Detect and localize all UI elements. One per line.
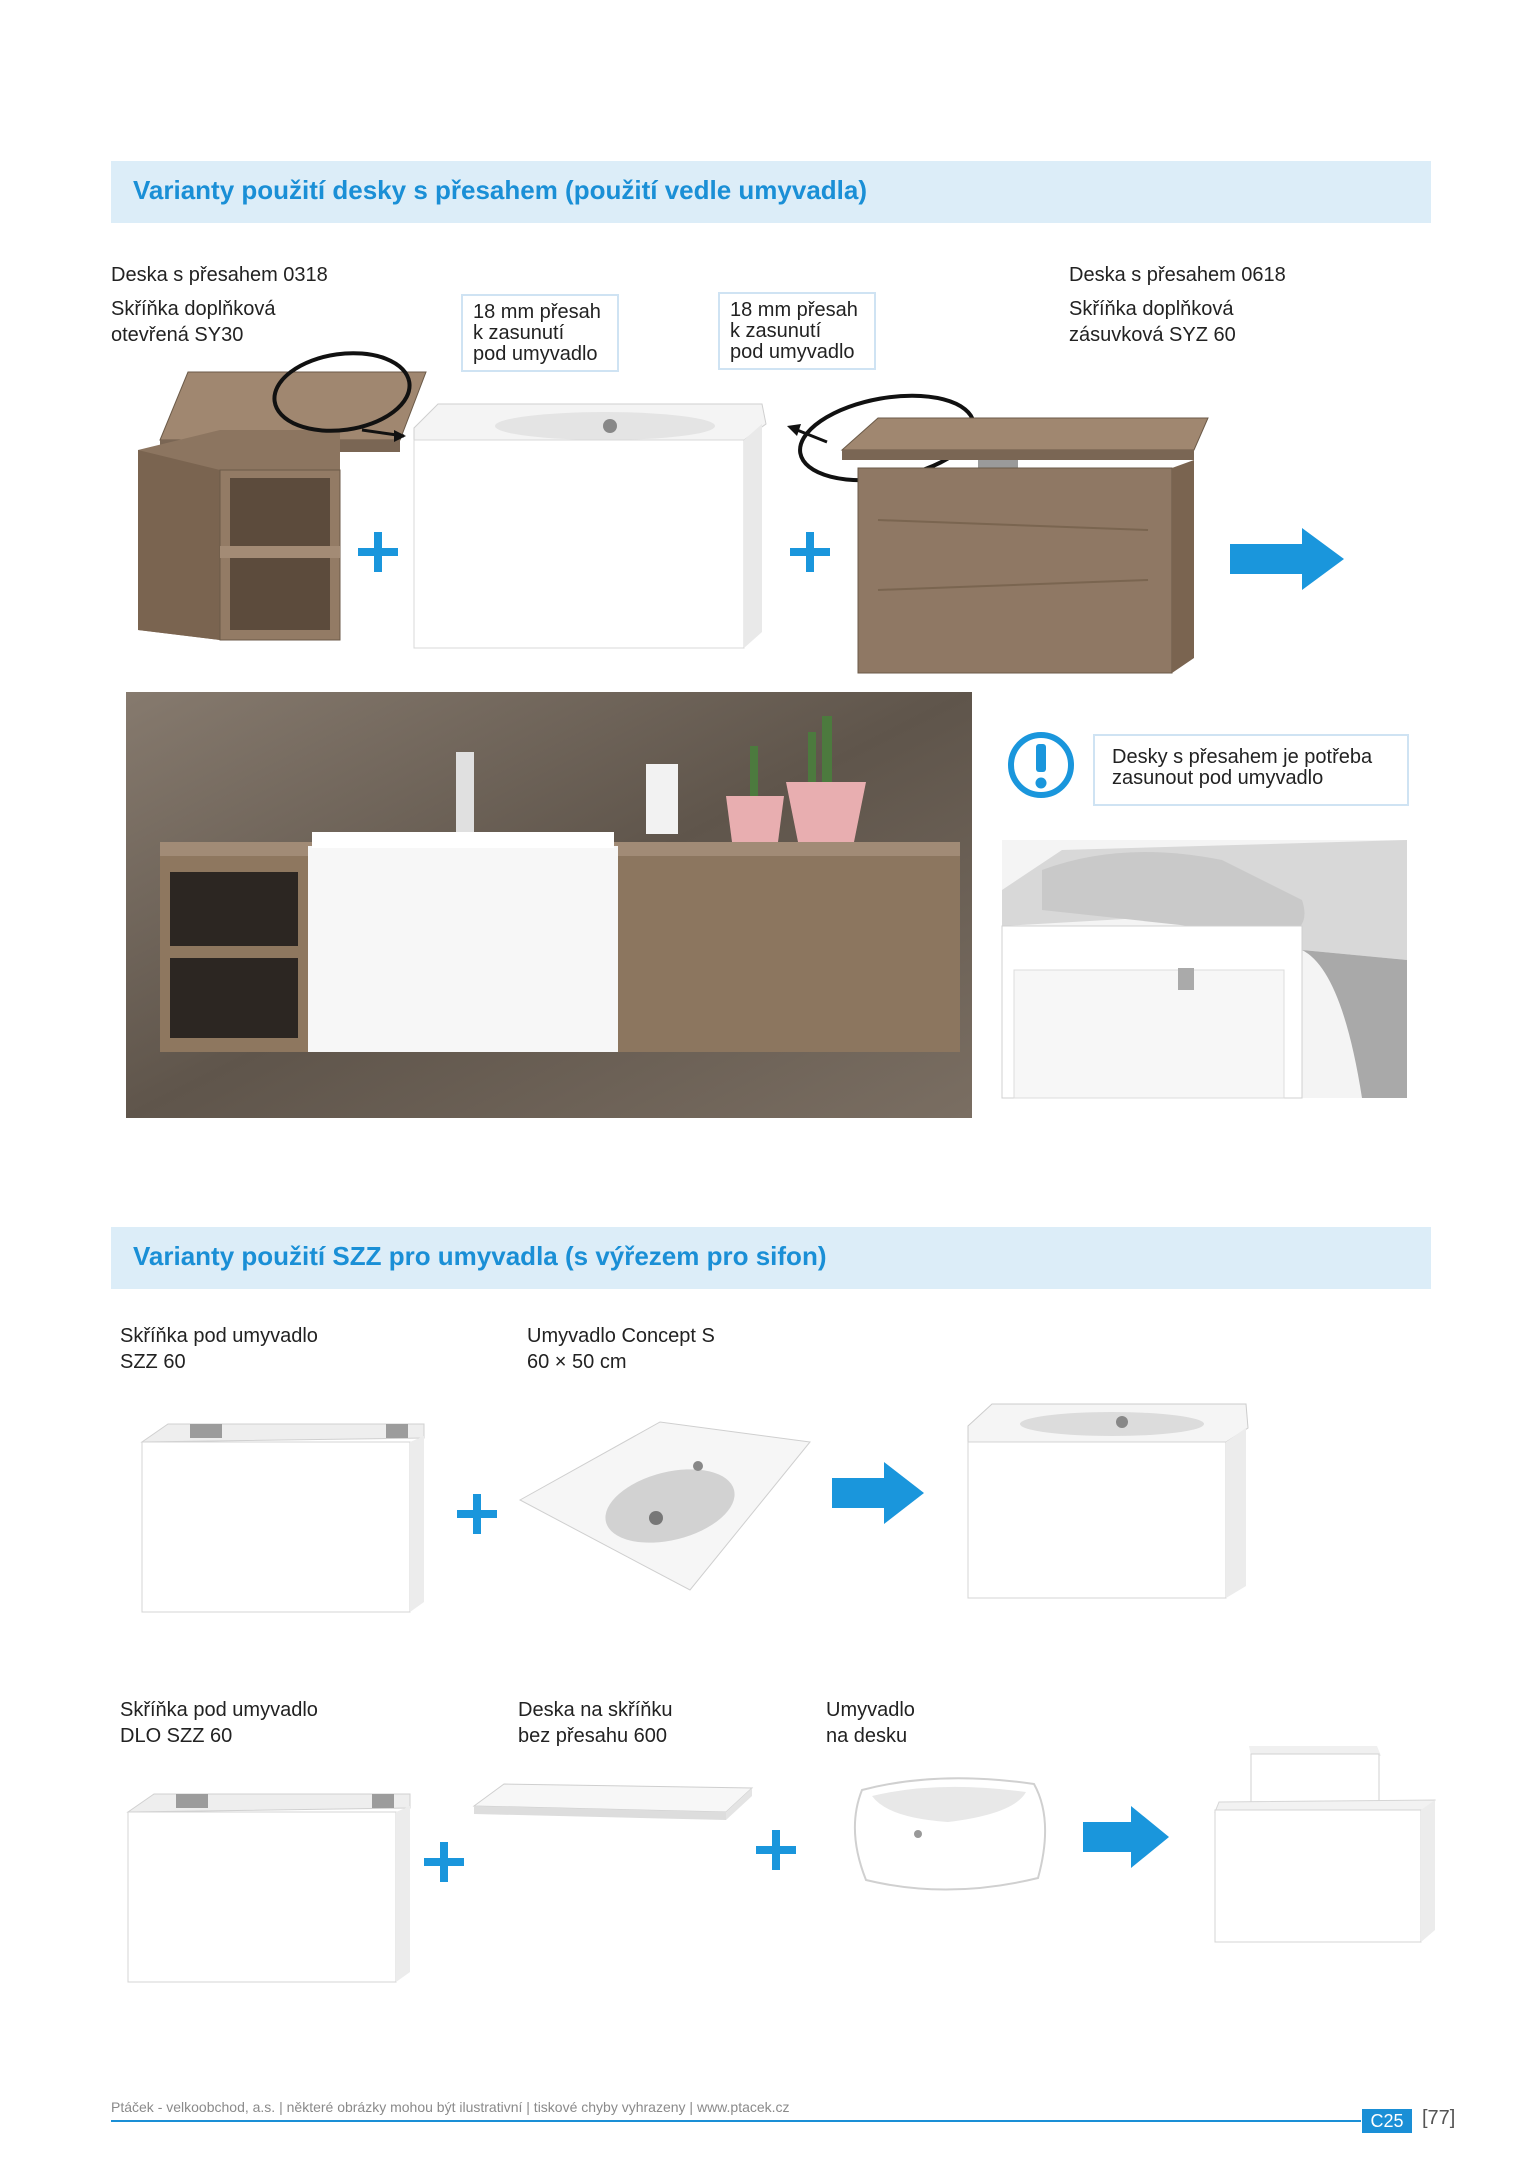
catalog-code-badge: C25 bbox=[1362, 2109, 1412, 2133]
note-callout bbox=[1093, 734, 1409, 806]
cabinet-szz60-illustration bbox=[138, 1418, 428, 1614]
label-line: SZZ 60 bbox=[120, 1351, 186, 1373]
drawer-cabinet-syz60-illustration bbox=[838, 410, 1218, 675]
note-line: Desky s přesahem je potřeba bbox=[1112, 746, 1373, 768]
board-600-illustration bbox=[470, 1780, 755, 1830]
vanity-with-basin-illustration bbox=[410, 400, 770, 650]
note-line: zasunout pod umyvadlo bbox=[1112, 767, 1324, 789]
plus-icon bbox=[457, 1494, 497, 1534]
countertop-basin-illustration bbox=[838, 1770, 1058, 1900]
exclamation-icon bbox=[1006, 730, 1076, 800]
overhang-detail-photo bbox=[1002, 840, 1407, 1098]
callout-line: pod umyvadlo bbox=[730, 341, 855, 363]
right-product-label bbox=[1069, 262, 1286, 348]
plus-icon bbox=[790, 532, 830, 572]
left-product-label bbox=[111, 262, 328, 348]
label-line: Skříňka doplňková bbox=[1069, 298, 1234, 320]
label-line: Umyvadlo Concept S bbox=[527, 1325, 715, 1347]
cabinet-dlo-szz60-label bbox=[120, 1697, 318, 1749]
label-line: DLO SZZ 60 bbox=[120, 1725, 233, 1747]
basin-concept-label bbox=[527, 1323, 715, 1375]
dlo-szz60-with-basin-illustration bbox=[1205, 1744, 1445, 1944]
section-title: Varianty použití SZZ pro umyvadla (s výřezem pro sifon) bbox=[133, 1241, 827, 1271]
label-line: Skříňka pod umyvadlo bbox=[120, 1699, 318, 1721]
label-line: Deska s přesahem 0618 bbox=[1069, 264, 1286, 286]
szz60-with-basin-illustration bbox=[962, 1400, 1252, 1600]
label-line: bez přesahu 600 bbox=[518, 1725, 668, 1747]
label-line: na desku bbox=[826, 1725, 908, 1747]
label-line: otevřená SY30 bbox=[111, 324, 244, 346]
section-header-szz bbox=[111, 1227, 1431, 1289]
cabinet-dlo-szz60-illustration bbox=[124, 1788, 414, 1984]
label-line: Skříňka doplňková bbox=[111, 298, 276, 320]
plus-icon bbox=[756, 1830, 796, 1870]
footer-text: Ptáček - velkoobchod, a.s. | některé obrázky mohou být ilustrativní | tiskové chyby vyhrazeny | www.ptacek.cz bbox=[111, 2099, 790, 2115]
bathroom-photo bbox=[126, 692, 972, 1118]
arrow-right-icon bbox=[832, 1462, 924, 1524]
arrow-right-icon bbox=[1083, 1806, 1169, 1868]
basin-concept-s-illustration bbox=[520, 1418, 810, 1593]
page-number: [77] bbox=[1422, 2107, 1456, 2129]
label-line: 60 × 50 cm bbox=[527, 1351, 627, 1373]
countertop-basin-label bbox=[826, 1697, 915, 1749]
plus-icon bbox=[358, 532, 398, 572]
arrow-right-icon bbox=[1230, 528, 1345, 590]
board-no-overhang-label bbox=[518, 1697, 673, 1749]
overhang-callout-left bbox=[461, 294, 619, 372]
callout-line: k zasunutí bbox=[730, 320, 822, 342]
section-header-overhang bbox=[111, 161, 1431, 223]
callout-line: pod umyvadlo bbox=[473, 343, 598, 365]
footer-divider bbox=[111, 2120, 1361, 2122]
callout-line: 18 mm přesah bbox=[473, 301, 601, 323]
label-line: Skříňka pod umyvadlo bbox=[120, 1325, 318, 1347]
overhang-callout-right bbox=[718, 292, 876, 370]
label-line: Deska na skříňku bbox=[518, 1699, 673, 1721]
callout-line: 18 mm přesah bbox=[730, 299, 858, 321]
label-line: zásuvková SYZ 60 bbox=[1069, 324, 1236, 346]
label-line: Deska s přesahem 0318 bbox=[111, 264, 328, 286]
section-title: Varianty použití desky s přesahem (použití vedle umyvadla) bbox=[133, 175, 868, 205]
highlight-ellipse-icon bbox=[272, 344, 422, 444]
label-line: Umyvadlo bbox=[826, 1699, 915, 1721]
cabinet-szz60-label bbox=[120, 1323, 318, 1375]
plus-icon bbox=[424, 1842, 464, 1882]
callout-line: k zasunutí bbox=[473, 322, 565, 344]
